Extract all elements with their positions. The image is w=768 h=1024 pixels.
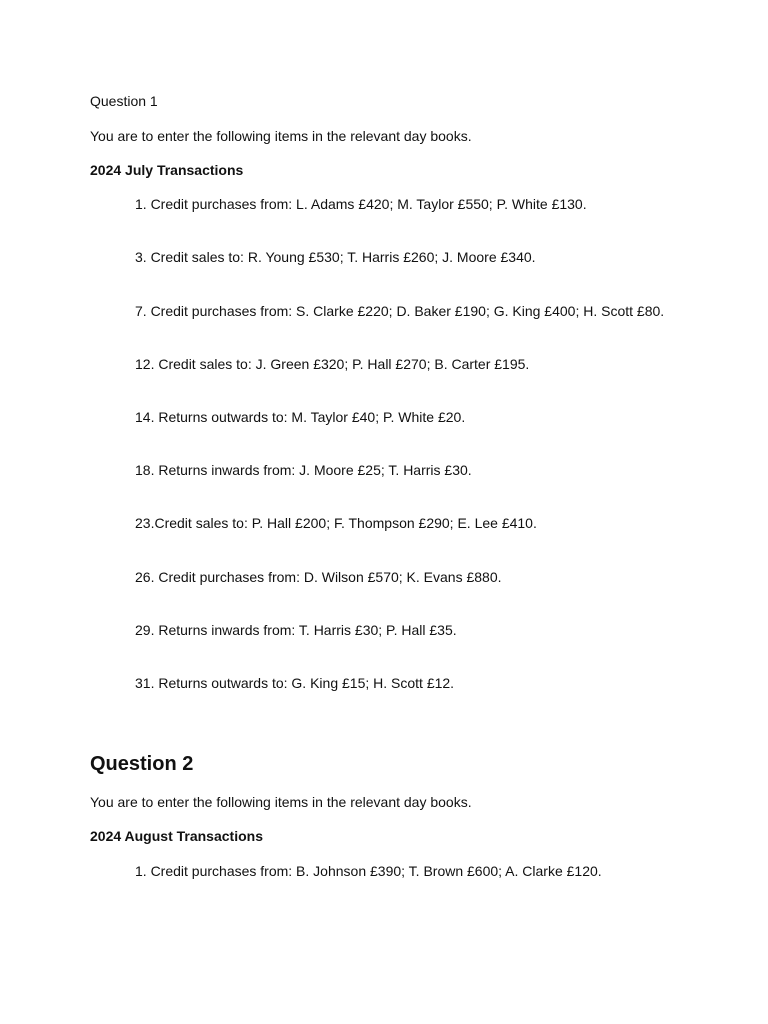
question-2-intro: You are to enter the following items in the relevant day books. [90, 794, 472, 810]
transaction-item: 14. Returns outwards to: M. Taylor £40; P. White £20. [135, 409, 466, 425]
question-2-title: Question 2 [90, 753, 194, 775]
transaction-item: 18. Returns inwards from: J. Moore £25; T. Harris £30. [135, 462, 472, 478]
transaction-item: 23.Credit sales to: P. Hall £200; F. Thompson £290; E. Lee £410. [135, 515, 537, 531]
transaction-item: 29. Returns inwards from: T. Harris £30; P. Hall £35. [135, 622, 457, 638]
transaction-item: 1. Credit purchases from: L. Adams £420; M. Taylor £550; P. White £130. [135, 196, 587, 212]
question-1-title: Question 1 [90, 93, 158, 109]
transaction-item: 7. Credit purchases from: S. Clarke £220; D. Baker £190; G. King £400; H. Scott £80. [135, 303, 665, 319]
question-2-subheading: 2024 August Transactions [90, 828, 263, 844]
transaction-item: 12. Credit sales to: J. Green £320; P. Hall £270; B. Carter £195. [135, 356, 530, 372]
question-1-intro: You are to enter the following items in the relevant day books. [90, 128, 472, 144]
transaction-item: 1. Credit purchases from: B. Johnson £390; T. Brown £600; A. Clarke £120. [135, 863, 602, 879]
transaction-item: 31. Returns outwards to: G. King £15; H. Scott £12. [135, 675, 455, 691]
question-1-subheading: 2024 July Transactions [90, 162, 244, 178]
transaction-item: 26. Credit purchases from: D. Wilson £570; K. Evans £880. [135, 569, 502, 585]
transaction-item: 3. Credit sales to: R. Young £530; T. Harris £260; J. Moore £340. [135, 249, 536, 265]
